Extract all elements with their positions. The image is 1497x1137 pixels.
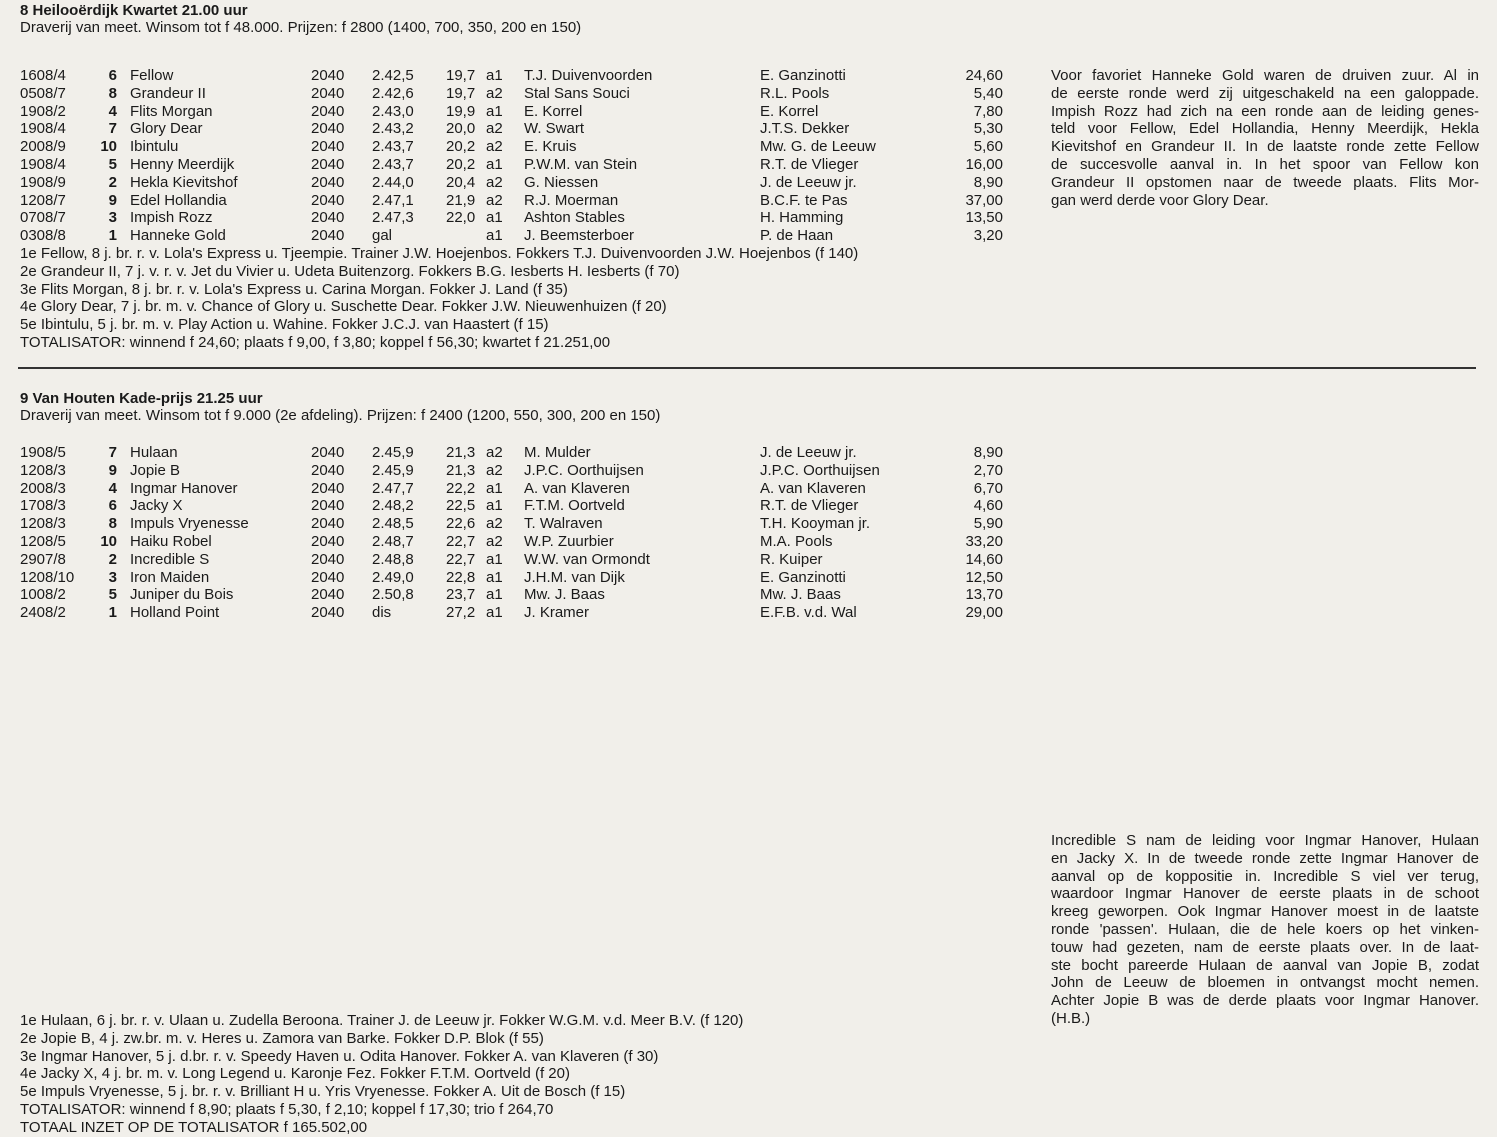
cell-odds: 5,40 [973,84,1003,102]
table-row [0,103,1040,121]
cell-pct: 21,3 [446,444,476,461]
detail-line: 2e Jopie B, 4 j. zw.br. m. v. Heres u. Zamora van Barke. Fokker D.P. Blok (f 55) [20,1029,544,1047]
detail-line: 3e Flits Morgan, 8 j. br. r. v. Lola's Express u. Carina Morgan. Fokker J. Land (f 35) [20,280,568,298]
cell-horse: Henny Meerdijk [130,155,235,173]
cell-horse: Hekla Kievitshof [130,173,238,191]
cell-owner: Ashton Stables [524,209,625,227]
cell-date: 1208/7 [20,191,66,209]
cell-num: 6 [108,497,117,515]
cell-date: 0308/8 [20,227,66,245]
table-row [0,156,1040,174]
cell-odds: 4,60 [973,497,1003,515]
cell-driver: B.C.F. te Pas [760,191,848,209]
table-row [0,67,1040,85]
cell-dist: 2040 [311,227,345,245]
cell-dist: 2040 [311,102,345,120]
cell-horse: Iron Maiden [130,568,210,586]
cell-odds: 8,90 [973,444,1003,461]
cell-pct: 23,7 [446,586,476,604]
cell-date: 2008/9 [20,138,66,156]
cell-start: a2 [486,515,503,533]
race-conditions: Draverij van meet. Winsom tot f 48.000. Prijzen: f 2800 (1400, 700, 350, 200 en 150) [20,19,582,36]
cell-start: a2 [486,444,503,461]
cell-date: 1608/4 [20,67,66,84]
race-report [1051,67,1479,209]
cell-num: 8 [108,84,117,102]
cell-time: 2.47,7 [372,479,414,497]
report-line: ste bocht pareerde Hulaan de aanval van Jopie B, zodat [1051,956,1479,974]
cell-dist: 2040 [311,550,345,568]
cell-start: a1 [486,227,503,245]
report-line: waardoor Ingmar Hanover de eerste plaats in de schoot [1051,885,1479,903]
cell-pct: 20,2 [446,155,476,173]
cell-driver: A. van Klaveren [760,479,866,497]
cell-time: 2.43,7 [372,155,414,173]
cell-time: 2.42,6 [372,84,414,102]
cell-time: 2.44,0 [372,173,414,191]
cell-dist: 2040 [311,532,345,550]
cell-time: dis [372,604,392,622]
cell-owner: W.P. Zuurbier [524,532,614,550]
cell-horse: Fellow [130,67,174,84]
cell-horse: Jacky X [130,497,183,515]
cell-driver: E. Ganzinotti [760,67,846,84]
cell-num: 1 [108,227,117,245]
cell-start: a2 [486,461,503,479]
cell-horse: Jopie B [130,461,181,479]
cell-time: 2.48,2 [372,497,414,515]
cell-num: 8 [108,515,117,533]
cell-num: 1 [108,604,117,622]
cell-driver: H. Hamming [760,209,844,227]
cell-dist: 2040 [311,461,345,479]
report-line: Impish Rozz had zich na een ronde aan de leiding genes- [1051,102,1479,120]
cell-start: a1 [486,568,503,586]
cell-pct: 20,2 [446,138,476,156]
cell-time: 2.43,7 [372,138,414,156]
cell-owner: J. Beemsterboer [524,227,635,245]
cell-date: 1008/2 [20,586,66,604]
report-line: Grandeur II opstomen naar de tweede plaats. Flits Mor- [1051,173,1479,191]
cell-dist: 2040 [311,209,345,227]
cell-date: 2408/2 [20,604,66,622]
detail-line: TOTALISATOR: winnend f 8,90; plaats f 5,30, f 2,10; koppel f 17,30; trio f 264,70 [20,1100,554,1118]
cell-owner: E. Kruis [524,138,577,156]
cell-date: 1908/4 [20,155,66,173]
cell-num: 2 [108,550,117,568]
cell-owner: A. van Klaveren [524,479,630,497]
cell-odds: 2,70 [973,461,1003,479]
cell-date: 1908/5 [20,444,66,461]
cell-pct: 19,7 [446,84,476,102]
results-table [0,444,1040,622]
race-title: 8 Heilooërdijk Kwartet 21.00 uur [20,2,248,19]
table-row [0,497,1040,515]
cell-dist: 2040 [311,568,345,586]
cell-owner: Stal Sans Souci [524,84,630,102]
cell-pct: 22,7 [446,550,476,568]
cell-start: a1 [486,586,503,604]
cell-owner: R.J. Moerman [524,191,619,209]
cell-owner: Mw. J. Baas [524,586,605,604]
cell-pct: 22,8 [446,568,476,586]
cell-owner: J. Kramer [524,604,590,622]
cell-time: 2.45,9 [372,461,414,479]
report-line: gan werd derde voor Glory Dear. [1051,191,1269,209]
report-line: Incredible S nam de leiding voor Ingmar Hanover, Hulaan [1051,832,1479,849]
cell-num: 6 [108,67,117,84]
report-line: Kievitshof en Grandeur II. In de laatste ronde zette Fellow [1051,138,1479,156]
table-row [0,462,1040,480]
cell-odds: 5,90 [973,515,1003,533]
cell-date: 2008/3 [20,479,66,497]
cell-num: 3 [108,568,117,586]
race-title: 9 Van Houten Kade-prijs 21.25 uur [20,390,263,407]
detail-line: TOTALISATOR: winnend f 24,60; plaats f 9,00, f 3,80; koppel f 56,30; kwartet f 21.251,00 [20,333,611,351]
cell-driver: Mw. G. de Leeuw [760,138,876,156]
table-row [0,227,1040,245]
cell-date: 1208/10 [20,568,75,586]
cell-pct: 22,6 [446,515,476,533]
cell-horse: Glory Dear [130,120,203,138]
cell-horse: Grandeur II [130,84,206,102]
cell-date: 1908/9 [20,173,66,191]
cell-driver: J. de Leeuw jr. [760,444,857,461]
cell-odds: 8,90 [973,173,1003,191]
report-line: Achter Jopie B was de derde plaats voor Ingmar Hanover. [1051,992,1479,1010]
report-line: Voor favoriet Hanneke Gold waren de druiven zuur. Al in [1051,67,1479,84]
table-row [0,209,1040,227]
cell-odds: 14,60 [965,550,1003,568]
cell-start: a1 [486,479,503,497]
cell-driver: R.T. de Vlieger [760,497,859,515]
cell-dist: 2040 [311,515,345,533]
cell-pct: 27,2 [446,604,476,622]
cell-time: 2.45,9 [372,444,414,461]
report-line: aanval op de koppositie in. Incredible S viel ver terug, [1051,867,1479,885]
cell-dist: 2040 [311,84,345,102]
race-report [1051,832,1479,1028]
cell-driver: Mw. J. Baas [760,586,841,604]
cell-odds: 16,00 [965,155,1003,173]
report-line: John de Leeuw de bloemen in ontvangst mocht nemen. [1051,974,1479,992]
cell-start: a1 [486,550,503,568]
cell-time: gal [372,227,393,245]
detail-line: TOTAAL INZET OP DE TOTALISATOR f 165.502,00 [20,1118,368,1136]
cell-odds: 12,50 [965,568,1003,586]
report-line: teld voor Fellow, Edel Hollandia, Henny Meerdijk, Hekla [1051,120,1479,138]
cell-driver: R.T. de Vlieger [760,155,859,173]
cell-date: 1908/4 [20,120,66,138]
cell-horse: Hulaan [130,444,178,461]
cell-pct: 22,0 [446,209,476,227]
cell-owner: W.W. van Ormondt [524,550,650,568]
cell-num: 4 [108,479,117,497]
cell-horse: Flits Morgan [130,102,213,120]
report-line: kreeg geworpen. Ook Ingmar Hanover moest in de laatste [1051,903,1479,921]
cell-start: a1 [486,102,503,120]
detail-line: 1e Hulaan, 6 j. br. r. v. Ulaan u. Zudella Beroona. Trainer J. de Leeuw jr. Fokker W.G.M. v.d. Meer B.V. (f 120) [20,1012,744,1029]
table-row [0,85,1040,103]
cell-odds: 29,00 [965,604,1003,622]
cell-dist: 2040 [311,604,345,622]
cell-date: 0708/7 [20,209,66,227]
cell-owner: M. Mulder [524,444,591,461]
cell-owner: J.P.C. Oorthuijsen [524,461,644,479]
cell-num: 5 [108,586,117,604]
cell-date: 1708/3 [20,497,66,515]
cell-odds: 24,60 [965,67,1003,84]
cell-time: 2.50,8 [372,586,414,604]
cell-horse: Holland Point [130,604,220,622]
race-conditions: Draverij van meet. Winsom tot f 9.000 (2e afdeling). Prijzen: f 2400 (1200, 550, 300, 200 en 150) [20,407,661,424]
table-row [0,515,1040,533]
cell-pct: 19,7 [446,67,476,84]
cell-pct: 22,2 [446,479,476,497]
cell-time: 2.42,5 [372,67,414,84]
cell-pct: 22,7 [446,532,476,550]
cell-date: 1208/3 [20,461,66,479]
detail-line: 4e Jacky X, 4 j. br. m. v. Long Legend u. Karonje Fez. Fokker F.T.M. Oortveld (f 20) [20,1065,570,1083]
cell-num: 10 [100,138,117,156]
cell-time: 2.47,1 [372,191,414,209]
section-divider [18,367,1476,369]
cell-odds: 6,70 [973,479,1003,497]
cell-owner: E. Korrel [524,102,583,120]
cell-dist: 2040 [311,479,345,497]
cell-pct: 20,0 [446,120,476,138]
cell-num: 3 [108,209,117,227]
cell-horse: Incredible S [130,550,210,568]
cell-owner: T.J. Duivenvoorden [524,67,653,84]
table-row [0,174,1040,192]
cell-start: a2 [486,173,503,191]
cell-driver: E. Ganzinotti [760,568,846,586]
table-row [0,586,1040,604]
cell-pct: 19,9 [446,102,476,120]
table-row [0,551,1040,569]
cell-driver: J.P.C. Oorthuijsen [760,461,880,479]
cell-driver: E.F.B. v.d. Wal [760,604,857,622]
cell-time: 2.49,0 [372,568,414,586]
cell-start: a1 [486,604,503,622]
cell-time: 2.48,5 [372,515,414,533]
placings-details [20,1012,1030,1137]
cell-start: a2 [486,84,503,102]
cell-pct: 21,9 [446,191,476,209]
cell-start: a1 [486,209,503,227]
cell-driver: R.L. Pools [760,84,830,102]
cell-horse: Impish Rozz [130,209,213,227]
report-line: touw had gezeten, nam de eerste plaats over. In de laat- [1051,938,1479,956]
cell-horse: Juniper du Bois [130,586,234,604]
report-line: de succesvolle aanval in. In het spoor van Fellow kon [1051,155,1479,173]
cell-pct: 21,3 [446,461,476,479]
cell-dist: 2040 [311,173,345,191]
report-line: de eerste ronde werd zij uitgeschakeld na een galoppade. [1051,84,1479,102]
cell-horse: Haiku Robel [130,532,212,550]
cell-start: a1 [486,155,503,173]
cell-pct: 20,4 [446,173,476,191]
cell-date: 0508/7 [20,84,66,102]
table-row [0,533,1040,551]
report-line: (H.B.) [1051,1009,1091,1027]
cell-driver: J. de Leeuw jr. [760,173,857,191]
cell-driver: R. Kuiper [760,550,823,568]
cell-driver: J.T.S. Dekker [760,120,850,138]
cell-start: a2 [486,532,503,550]
cell-dist: 2040 [311,67,345,84]
cell-odds: 13,70 [965,586,1003,604]
table-row [0,120,1040,138]
detail-line: 2e Grandeur II, 7 j. v. r. v. Jet du Vivier u. Udeta Buitenzorg. Fokkers B.G. Iesberts H. Iesberts (f 70) [20,262,680,280]
cell-horse: Hanneke Gold [130,227,226,245]
cell-time: 2.43,0 [372,102,414,120]
cell-odds: 3,20 [973,227,1003,245]
cell-num: 5 [108,155,117,173]
cell-horse: Ibintulu [130,138,179,156]
cell-horse: Impuls Vryenesse [130,515,249,533]
cell-owner: F.T.M. Oortveld [524,497,625,515]
cell-num: 4 [108,102,117,120]
cell-owner: J.H.M. van Dijk [524,568,625,586]
table-row [0,604,1040,622]
cell-owner: G. Niessen [524,173,599,191]
cell-dist: 2040 [311,191,345,209]
cell-driver: P. de Haan [760,227,834,245]
cell-dist: 2040 [311,586,345,604]
cell-driver: T.H. Kooyman jr. [760,515,871,533]
table-row [0,480,1040,498]
results-table [0,67,1040,245]
table-row [0,569,1040,587]
cell-date: 1208/5 [20,532,66,550]
cell-start: a1 [486,67,503,84]
cell-owner: T. Walraven [524,515,603,533]
cell-horse: Edel Hollandia [130,191,227,209]
cell-pct: 22,5 [446,497,476,515]
cell-owner: P.W.M. van Stein [524,155,638,173]
cell-driver: M.A. Pools [760,532,833,550]
cell-odds: 33,20 [965,532,1003,550]
cell-time: 2.48,8 [372,550,414,568]
cell-date: 1908/2 [20,102,66,120]
report-line: en Jacky X. In de tweede ronde zette Ingmar Hanover de [1051,849,1479,867]
cell-time: 2.43,2 [372,120,414,138]
cell-start: a2 [486,191,503,209]
cell-start: a2 [486,138,503,156]
detail-line: 4e Glory Dear, 7 j. br. m. v. Chance of Glory u. Suschette Dear. Fokker J.W. Nieuwenhuizen (f 20) [20,298,667,316]
placings-details [20,245,1030,352]
cell-odds: 7,80 [973,102,1003,120]
table-row [0,192,1040,210]
cell-date: 1208/3 [20,515,66,533]
cell-num: 9 [108,461,117,479]
cell-num: 7 [108,120,117,138]
cell-dist: 2040 [311,155,345,173]
cell-date: 2907/8 [20,550,66,568]
cell-num: 10 [100,532,117,550]
cell-dist: 2040 [311,138,345,156]
table-row [0,138,1040,156]
cell-horse: Ingmar Hanover [130,479,238,497]
cell-time: 2.48,7 [372,532,414,550]
detail-line: 1e Fellow, 8 j. br. r. v. Lola's Express u. Tjeempie. Trainer J.W. Hoejenbos. Fokkers T.J. Duivenvoorden J.W. Hoejenbos (f 140) [20,245,859,262]
cell-odds: 5,60 [973,138,1003,156]
cell-start: a1 [486,497,503,515]
report-line: ronde 'passen'. Hulaan, die de hele koers op het vinken- [1051,920,1479,938]
cell-owner: W. Swart [524,120,585,138]
cell-dist: 2040 [311,120,345,138]
cell-num: 9 [108,191,117,209]
cell-driver: E. Korrel [760,102,819,120]
cell-odds: 37,00 [965,191,1003,209]
cell-odds: 5,30 [973,120,1003,138]
cell-time: 2.47,3 [372,209,414,227]
cell-dist: 2040 [311,444,345,461]
cell-num: 2 [108,173,117,191]
cell-start: a2 [486,120,503,138]
table-row [0,444,1040,462]
detail-line: 3e Ingmar Hanover, 5 j. d.br. r. v. Speedy Haven u. Odita Hanover. Fokker A. van Klaveren (f 30) [20,1047,659,1065]
cell-odds: 13,50 [965,209,1003,227]
cell-dist: 2040 [311,497,345,515]
cell-num: 7 [108,444,117,461]
detail-line: 5e Ibintulu, 5 j. br. m. v. Play Action u. Wahine. Fokker J.C.J. van Haastert (f 15) [20,316,549,334]
detail-line: 5e Impuls Vryenesse, 5 j. br. r. v. Brilliant H u. Yris Vryenesse. Fokker A. Uit de Bosch (f 15) [20,1083,626,1101]
